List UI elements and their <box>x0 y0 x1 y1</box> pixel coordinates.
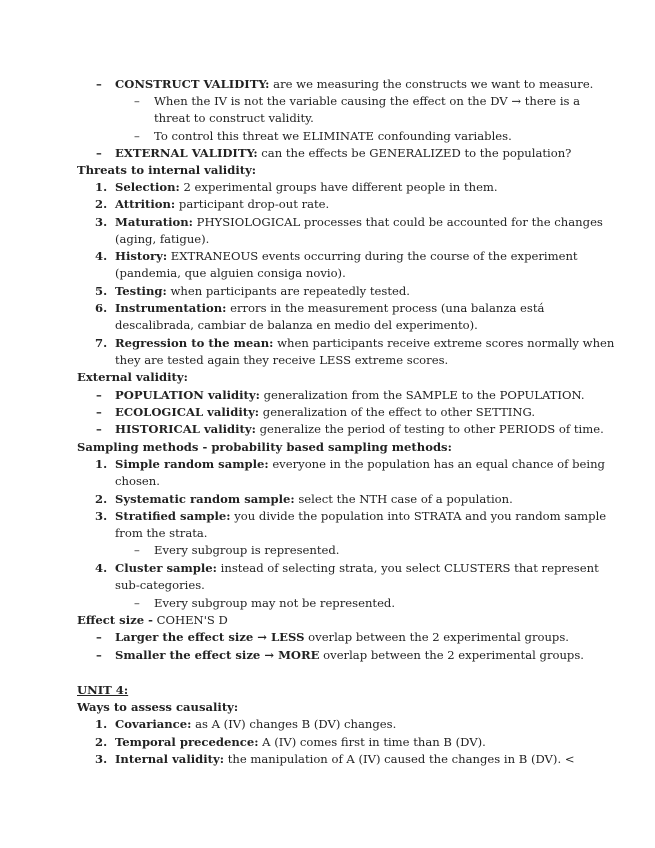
threat-text: PHYSIOLOGICAL processes that could be accounted for the changes <box>192 215 603 229</box>
effect-text: overlap between the 2 experimental groups. <box>319 648 584 662</box>
bullet-dash: – <box>134 94 140 108</box>
list-number: 7. <box>95 336 108 350</box>
external-label: POPULATION validity: <box>115 388 260 402</box>
threat-text: 2 experimental groups have different people in them. <box>179 180 498 194</box>
external-text: generalize the period of testing to other PERIODS of time. <box>255 422 604 436</box>
list-number: 6. <box>95 301 108 315</box>
bullet-dash: – <box>134 596 140 610</box>
sampling-item-cont <box>0 577 631 594</box>
causality-text: the manipulation of A (IV) caused the changes in B (DV). < <box>224 752 575 766</box>
effect-text: overlap between the 2 experimental groups. <box>304 630 569 644</box>
threat-text-cont: (pandemia, que alguien consiga novio). <box>115 266 346 280</box>
causality-label: Temporal precedence: <box>115 735 259 749</box>
sampling-sub-text: Every subgroup may not be represented. <box>154 596 396 610</box>
sampling-label: Simple random sample: <box>115 457 269 471</box>
threat-text-cont: (aging, fatigue). <box>115 232 210 246</box>
construct-validity-text: are we measuring the constructs we want to measure. <box>269 77 594 91</box>
list-number: 2. <box>95 197 108 211</box>
unit-title-text: UNIT 4: <box>77 683 129 697</box>
bullet-dash: – <box>96 146 102 160</box>
effect-label: Smaller the effect size → MORE <box>115 648 320 662</box>
list-number: 5. <box>95 284 108 298</box>
bullet-dash: – <box>134 543 140 557</box>
bullet-dash: – <box>96 405 102 419</box>
sampling-sub-item <box>0 595 631 612</box>
external-item <box>0 421 631 438</box>
sampling-text-cont: chosen. <box>115 474 160 488</box>
threat-item-cont <box>0 265 631 282</box>
sampling-sub-item <box>0 542 631 559</box>
threat-text: when participants are repeatedly tested. <box>166 284 410 298</box>
threats-heading-text: Threats to internal validity: <box>77 163 257 177</box>
threat-text: errors in the measurement process (una balanza está <box>226 301 545 315</box>
external-validity-item <box>0 145 631 162</box>
causality-item <box>0 751 631 768</box>
threat-item <box>0 283 631 300</box>
list-number: 4. <box>95 561 108 575</box>
sampling-item <box>0 491 631 508</box>
bullet-dash: – <box>134 129 140 143</box>
list-number: 2. <box>95 492 108 506</box>
threat-text-cont: descalibrada, cambiar de balanza en medio del experimento). <box>115 318 478 332</box>
threat-text: when participants receive extreme scores normally when <box>273 336 615 350</box>
effect-heading <box>0 612 631 629</box>
threat-item <box>0 214 631 231</box>
threat-label: Regression to the mean: <box>115 336 274 350</box>
threat-text: participant drop-out rate. <box>175 197 330 211</box>
sampling-item <box>0 456 631 473</box>
sampling-item-cont <box>0 525 631 542</box>
threat-item <box>0 300 631 317</box>
list-number: 3. <box>95 752 108 766</box>
causality-text: A (IV) comes first in time than B (DV). <box>258 735 486 749</box>
effect-item <box>0 629 631 646</box>
effect-label: Larger the effect size → LESS <box>115 630 305 644</box>
causality-item <box>0 716 631 733</box>
threat-label: Maturation: <box>115 215 193 229</box>
threat-label: Testing: <box>115 284 167 298</box>
sampling-text-cont: sub-categories. <box>115 578 205 592</box>
construct-sub-item-1 <box>0 93 631 110</box>
effect-heading-label: Effect size - <box>77 613 153 627</box>
list-number: 2. <box>95 735 108 749</box>
external-text: generalization from the SAMPLE to the POPULATION. <box>259 388 585 402</box>
threat-text: EXTRANEOUS events occurring during the course of the experiment <box>167 249 578 263</box>
sampling-item <box>0 508 631 525</box>
external-validity-text: can the effects be GENERALIZED to the population? <box>257 146 572 160</box>
threats-heading <box>0 162 631 179</box>
bullet-dash: – <box>96 630 102 644</box>
sampling-label: Systematic random sample: <box>115 492 295 506</box>
bullet-dash: – <box>96 388 102 402</box>
threat-text-cont: they are tested again they receive LESS extreme scores. <box>115 353 449 367</box>
causality-item <box>0 734 631 751</box>
causality-label: Internal validity: <box>115 752 225 766</box>
construct-sub-text-1: When the IV is not the variable causing the effect on the DV → there is a <box>154 94 581 108</box>
list-number: 4. <box>95 249 108 263</box>
external-heading-text: External validity: <box>77 370 188 384</box>
threat-item <box>0 248 631 265</box>
sampling-text: instead of selecting strata, you select CLUSTERS that represent <box>216 561 599 575</box>
construct-validity-item <box>0 76 631 93</box>
causality-heading <box>0 699 631 716</box>
threat-item-cont <box>0 317 631 334</box>
external-text: generalization of the effect to other SETTING. <box>259 405 536 419</box>
sampling-text-cont: from the strata. <box>115 526 208 540</box>
construct-sub-text-1-cont: threat to construct validity. <box>154 111 314 125</box>
external-label: HISTORICAL validity: <box>115 422 256 436</box>
sampling-text: select the NTH case of a population. <box>294 492 513 506</box>
threat-item <box>0 179 631 196</box>
external-item <box>0 387 631 404</box>
effect-heading-text: COHEN'S D <box>152 613 228 627</box>
sampling-text: everyone in the population has an equal chance of being <box>268 457 605 471</box>
bullet-dash: – <box>96 422 102 436</box>
construct-sub-item-2 <box>0 128 631 145</box>
causality-label: Covariance: <box>115 717 192 731</box>
external-validity-label: EXTERNAL VALIDITY: <box>115 146 258 160</box>
threat-item-cont <box>0 352 631 369</box>
threat-label: Instrumentation: <box>115 301 227 315</box>
causality-heading-text: Ways to assess causality: <box>77 700 239 714</box>
effect-item <box>0 647 631 664</box>
sampling-heading <box>0 439 631 456</box>
bullet-dash: – <box>96 648 102 662</box>
threat-label: Selection: <box>115 180 180 194</box>
sampling-text: you divide the population into STRATA and you random sample <box>230 509 607 523</box>
threat-item <box>0 196 631 213</box>
sampling-label: Cluster sample: <box>115 561 217 575</box>
list-number: 1. <box>95 180 108 194</box>
causality-text: as A (IV) changes B (DV) changes. <box>191 717 397 731</box>
threat-item-cont <box>0 231 631 248</box>
sampling-item-cont <box>0 473 631 490</box>
external-item <box>0 404 631 421</box>
construct-sub-item-1-cont <box>0 110 631 127</box>
sampling-heading-text: Sampling methods - probability based sampling methods: <box>77 440 452 454</box>
list-number: 1. <box>95 717 108 731</box>
sampling-item <box>0 560 631 577</box>
sampling-label: Stratified sample: <box>115 509 231 523</box>
threat-label: Attrition: <box>115 197 176 211</box>
construct-sub-text-2: To control this threat we ELIMINATE confounding variables. <box>154 129 512 143</box>
threat-label: History: <box>115 249 168 263</box>
construct-validity-label: CONSTRUCT VALIDITY: <box>115 77 270 91</box>
external-heading <box>0 369 631 386</box>
bullet-dash: – <box>96 77 102 91</box>
list-number: 1. <box>95 457 108 471</box>
threat-item <box>0 335 631 352</box>
list-number: 3. <box>95 509 108 523</box>
sampling-sub-text: Every subgroup is represented. <box>154 543 340 557</box>
unit-title <box>0 682 631 699</box>
external-label: ECOLOGICAL validity: <box>115 405 260 419</box>
list-number: 3. <box>95 215 108 229</box>
